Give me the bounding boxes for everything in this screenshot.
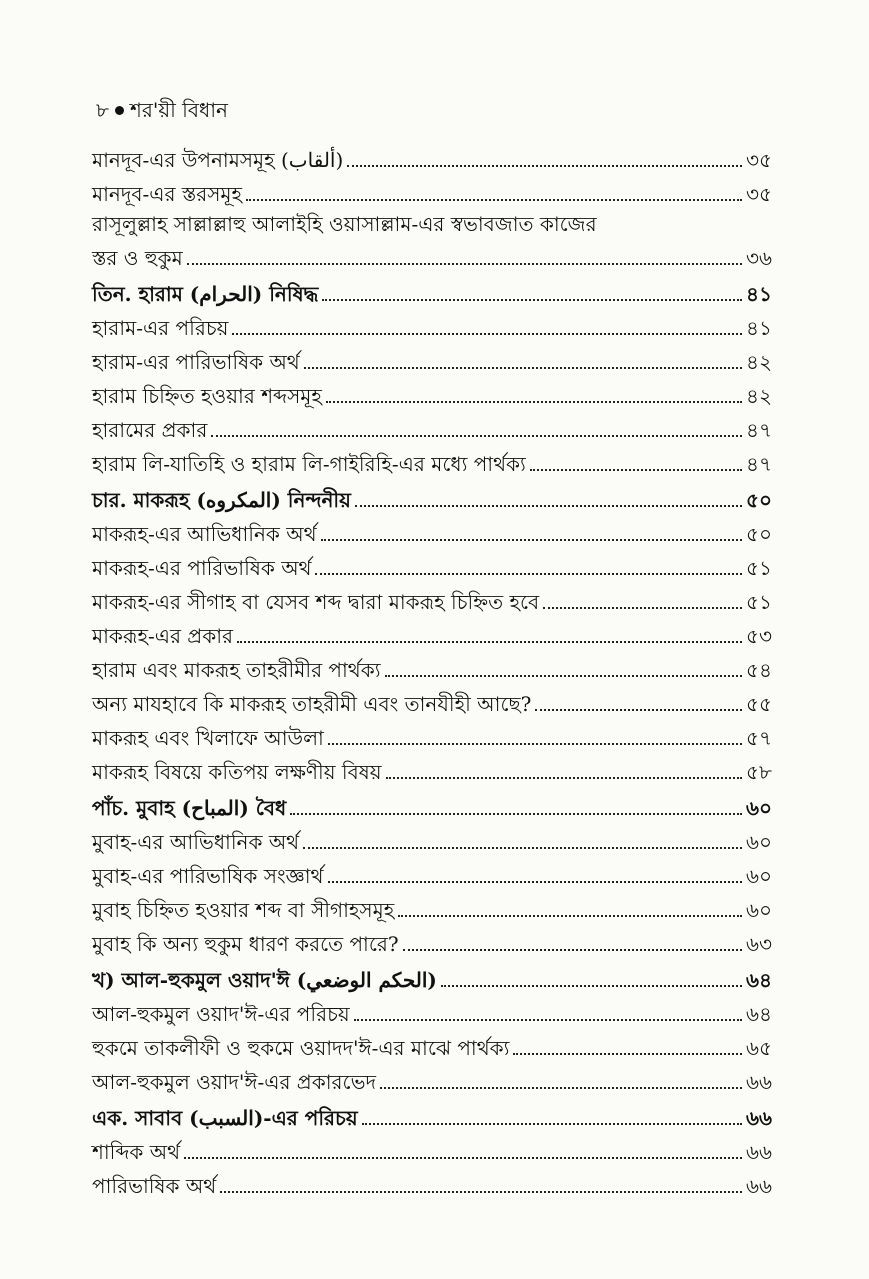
toc-entry-page-number: ৬৫ — [746, 1036, 772, 1060]
toc-entry-row[interactable] — [92, 238, 772, 272]
toc-entry-label: পাঁচ. মুবাহ (المباح) বৈধ — [92, 796, 287, 820]
running-header — [96, 96, 228, 124]
toc-entry-label: মুবাহ-এর পারিভাষিক সংজ্ঞার্থ — [92, 864, 324, 888]
toc-entry-row[interactable] — [92, 308, 772, 342]
toc-entry-page-number: ৫০ — [746, 488, 772, 512]
toc-entry-row[interactable] — [92, 1132, 772, 1166]
dot-leader — [290, 813, 742, 815]
toc-entry-page-number: ৪২ — [746, 384, 772, 408]
dot-leader — [328, 881, 742, 883]
toc-entry-row[interactable] — [92, 140, 772, 174]
dot-leader — [304, 367, 742, 369]
table-of-contents — [92, 140, 772, 1200]
header-book-title: শর'য়ী বিধান — [129, 98, 228, 122]
toc-entry-label: আল-হুকমুল ওয়াদ'ঈ-এর প্রকারভেদ — [92, 1070, 376, 1094]
toc-entry-row[interactable] — [92, 890, 772, 924]
dot-leader — [246, 199, 742, 201]
dot-leader — [362, 1123, 742, 1125]
toc-entry-row[interactable] — [92, 444, 772, 478]
toc-entry-row[interactable] — [92, 684, 772, 718]
dot-leader — [441, 985, 742, 987]
toc-entry-page-number: ৫৩ — [746, 624, 772, 648]
toc-section-row[interactable] — [92, 958, 772, 994]
dot-leader — [543, 607, 742, 609]
toc-entry-label: আল-হুকমুল ওয়াদ'ঈ-এর পরিচয় — [92, 1002, 350, 1026]
toc-entry-label: পারিভাষিক অর্থ — [92, 1174, 217, 1198]
toc-entry-row[interactable] — [92, 856, 772, 890]
dot-leader — [303, 847, 742, 849]
toc-entry-row[interactable] — [92, 752, 772, 786]
toc-entry-page-number: ৬৬ — [745, 1140, 772, 1164]
bullet-icon — [115, 106, 124, 115]
dot-leader — [347, 165, 742, 167]
toc-entry-page-number: ৫১ — [746, 556, 772, 580]
dot-leader — [326, 401, 742, 403]
toc-entry-page-number: ৬০ — [745, 830, 772, 854]
toc-entry-label: মাকরূহ-এর সীগাহ বা যেসব শব্দ দ্বারা মাকরূহ চিহ্নিত হবে — [92, 590, 540, 614]
dot-leader — [355, 505, 742, 507]
dot-leader — [398, 915, 742, 917]
toc-entry-page-number: ৬০ — [745, 898, 772, 922]
toc-entry-label: এক. সাবাব (السبب)-এর পরিচয় — [92, 1106, 358, 1130]
toc-entry-page-number: ৬৬ — [745, 1070, 772, 1094]
toc-entry-label: মানদূব-এর স্তরসমূহ — [92, 182, 243, 206]
toc-entry-page-number: ৩৫ — [746, 182, 772, 206]
toc-entry-label: মুবাহ-এর আভিধানিক অর্থ — [92, 830, 300, 854]
toc-entry-page-number: ৪১ — [746, 316, 772, 340]
toc-entry-page-number: ৬৩ — [745, 932, 772, 956]
toc-entry-label: মাকরূহ বিষয়ে কতিপয় লক্ষণীয় বিষয় — [92, 760, 382, 784]
toc-entry-row[interactable] — [92, 1028, 772, 1062]
dot-leader — [513, 1053, 742, 1055]
toc-entry-label: মাকরূহ-এর প্রকার — [92, 624, 234, 648]
toc-entry-row[interactable] — [92, 616, 772, 650]
dot-leader — [211, 435, 742, 437]
toc-entry-page-number: ৫৪ — [746, 658, 772, 682]
toc-entry-page-number: ৫১ — [746, 590, 772, 614]
toc-section-row[interactable] — [92, 478, 772, 514]
toc-entry-row[interactable] — [92, 718, 772, 752]
toc-entry-row[interactable] — [92, 514, 772, 548]
toc-entry-label: চার. মাকরূহ (المكروه) নিন্দনীয় — [92, 488, 351, 512]
dot-leader — [322, 299, 742, 301]
toc-entry-row[interactable] — [92, 342, 772, 376]
toc-entry-row[interactable] — [92, 208, 772, 238]
dot-leader — [328, 743, 742, 745]
toc-entry-label: মাকরূহ এবং খিলাফে আউলা — [92, 726, 324, 750]
toc-entry-page-number: ৫৫ — [746, 692, 772, 716]
toc-entry-page-number: ৪৭ — [746, 418, 772, 442]
toc-entry-page-number: ৪২ — [746, 350, 772, 374]
toc-entry-row[interactable] — [92, 582, 772, 616]
toc-entry-label: হারাম লি-যাতিহি ও হারাম লি-গাইরিহি-এর মধ্যে পার্থক্য — [92, 452, 526, 476]
dot-leader — [535, 709, 742, 711]
dot-leader — [232, 333, 742, 335]
toc-entry-row[interactable] — [92, 174, 772, 208]
toc-entry-label: মানদূব-এর উপনামসমূহ (ألقاب) — [92, 148, 344, 172]
toc-entry-page-number: ৬০ — [745, 796, 772, 820]
toc-entry-label: রাসূলুল্লাহ সাল্লাল্লাহু আলাইহি ওয়াসাল্লাম-এর স্বভাবজাত কাজের — [92, 212, 597, 236]
toc-entry-row[interactable] — [92, 410, 772, 444]
toc-entry-row[interactable] — [92, 994, 772, 1028]
toc-entry-label: হারাম এবং মাকরূহ তাহরীমীর পার্থক্য — [92, 658, 381, 682]
dot-leader — [403, 949, 742, 951]
dot-leader — [530, 469, 742, 471]
toc-entry-label: মাকরূহ-এর পারিভাষিক অর্থ — [92, 556, 312, 580]
toc-entry-page-number: ৬৬ — [745, 1174, 772, 1198]
toc-entry-page-number: ৫৭ — [746, 726, 772, 750]
toc-entry-page-number: ৩৫ — [746, 148, 772, 172]
toc-entry-label: শাব্দিক অর্থ — [92, 1140, 181, 1164]
toc-entry-page-number: ৪১ — [746, 282, 772, 306]
dot-leader — [220, 1191, 742, 1193]
dot-leader — [184, 1157, 742, 1159]
dot-leader — [321, 539, 742, 541]
dot-leader — [385, 675, 742, 677]
toc-section-row[interactable] — [92, 1096, 772, 1132]
toc-entry-row[interactable] — [92, 822, 772, 856]
toc-entry-row[interactable] — [92, 376, 772, 410]
toc-entry-label: হারাম চিহ্নিত হওয়ার শব্দসমূহ — [92, 384, 322, 408]
dot-leader — [187, 263, 742, 265]
dot-leader — [380, 1087, 742, 1089]
dot-leader — [386, 777, 742, 779]
toc-entry-row[interactable] — [92, 1166, 772, 1200]
toc-entry-label: স্তর ও হুকুম — [92, 246, 183, 270]
toc-entry-row[interactable] — [92, 1062, 772, 1096]
toc-entry-label: তিন. হারাম (الحرام) নিষিদ্ধ — [92, 282, 319, 306]
toc-entry-row[interactable] — [92, 548, 772, 582]
toc-entry-label: হারাম-এর পরিচয় — [92, 316, 229, 340]
toc-entry-label: হারামের প্রকার — [92, 418, 208, 442]
toc-entry-page-number: ৫৮ — [746, 760, 772, 784]
dot-leader — [315, 573, 742, 575]
toc-entry-page-number: ৩৬ — [745, 246, 772, 270]
toc-entry-page-number: ৬০ — [745, 864, 772, 888]
toc-entry-page-number: ৫০ — [746, 522, 772, 546]
toc-entry-page-number: ৬৪ — [746, 1002, 772, 1026]
toc-entry-row[interactable] — [92, 650, 772, 684]
toc-entry-label: মুবাহ চিহ্নিত হওয়ার শব্দ বা সীগাহসমূহ — [92, 898, 395, 922]
toc-entry-page-number: ৬৪ — [746, 968, 772, 992]
toc-entry-page-number: ৪৭ — [746, 452, 772, 476]
toc-section-row[interactable] — [92, 786, 772, 822]
dot-leader — [354, 1019, 742, 1021]
toc-entry-label: হারাম-এর পারিভাষিক অর্থ — [92, 350, 300, 374]
toc-entry-page-number: ৬৬ — [745, 1106, 772, 1130]
dot-leader — [237, 641, 742, 643]
toc-entry-label: মুবাহ কি অন্য হুকুম ধারণ করতে পারে? — [92, 932, 399, 956]
toc-entry-label: হুকমে তাকলীফী ও হুকমে ওয়াদদ'ঈ-এর মাঝে পার্থক্য — [92, 1036, 510, 1060]
toc-entry-label: অন্য মাযহাবে কি মাকরূহ তাহরীমী এবং তানযীহী আছে? — [92, 692, 532, 716]
toc-section-row[interactable] — [92, 272, 772, 308]
toc-entry-row[interactable] — [92, 924, 772, 958]
toc-entry-label: মাকরূহ-এর আভিধানিক অর্থ — [92, 522, 317, 546]
toc-entry-label: খ) আল-হুকমুল ওয়াদ'ঈ (الحكم الوضعي) — [92, 968, 437, 992]
header-page-number: ৮ — [96, 98, 109, 122]
